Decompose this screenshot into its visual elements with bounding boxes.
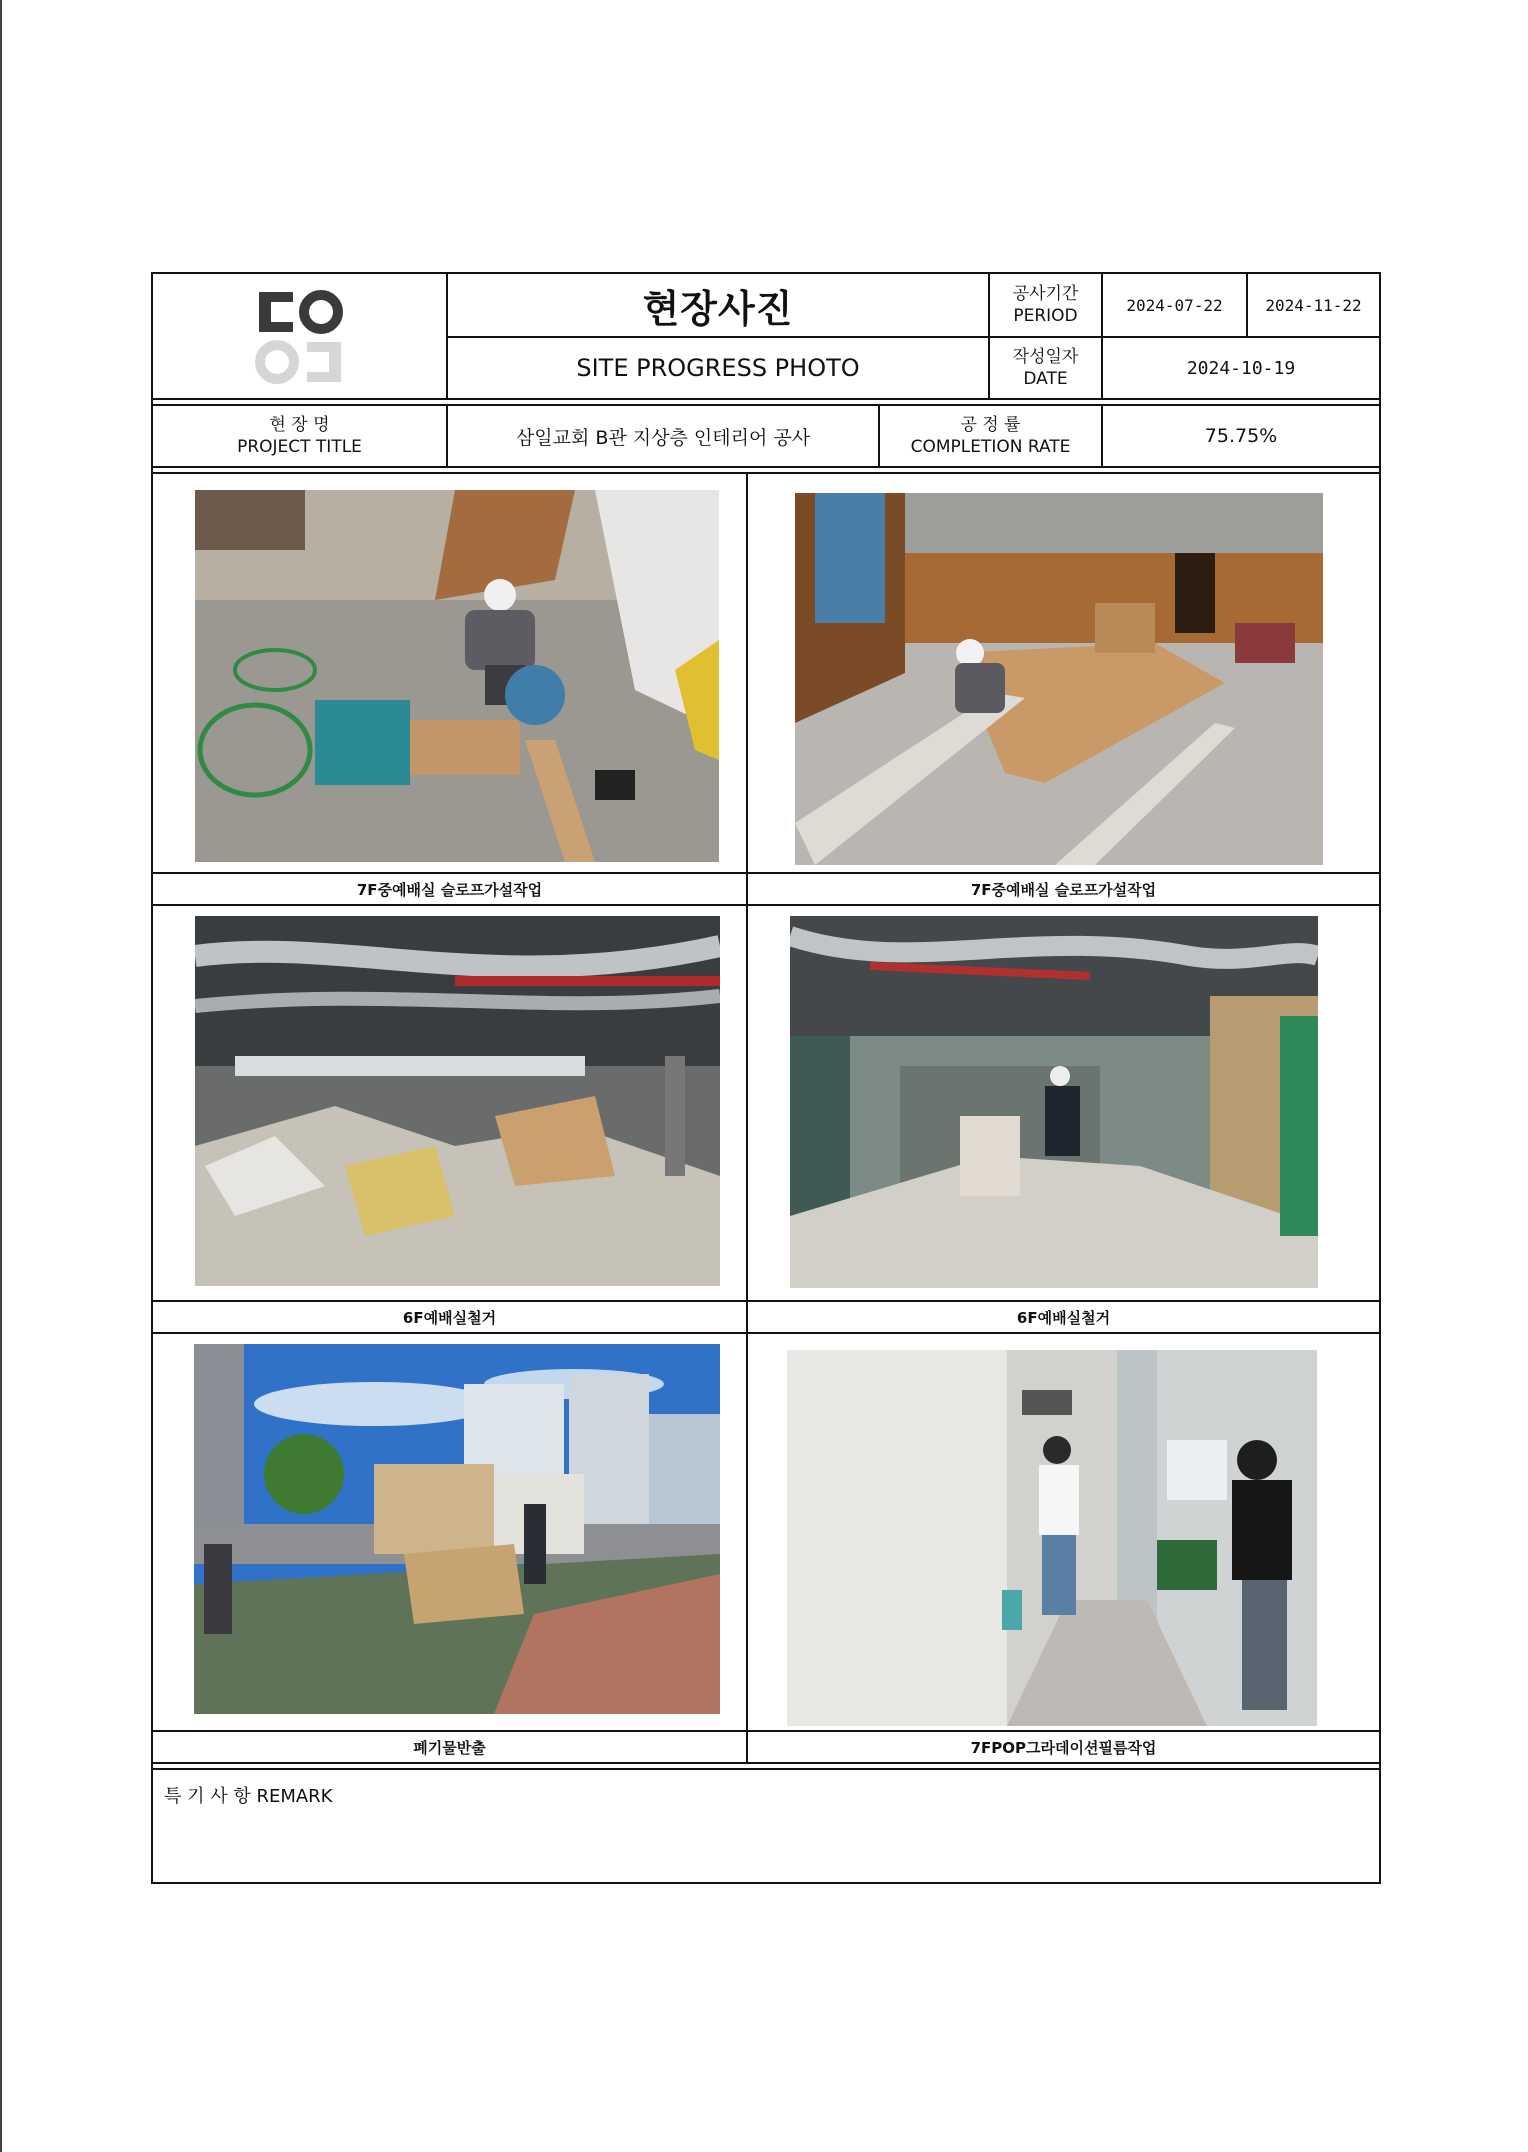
period-label-en: PERIOD [1013,306,1078,326]
photo-3 [195,916,720,1286]
project-title-label-ko: 현 장 명 [269,415,330,435]
site-photo-report [151,272,1381,1884]
completion-rate-label-ko: 공 정 률 [960,415,1021,435]
logo-cell [153,274,446,398]
date-label-en: DATE [1023,369,1068,389]
photo-5-caption: 폐기물반출 [413,1738,486,1757]
completion-rate-label [880,406,1101,466]
photo-1-caption: 7F중예배실 슬로프가설작업 [356,880,543,899]
company-logo [255,286,345,386]
period-end: 2024-11-22 [1265,295,1362,315]
project-title-label [153,406,446,466]
date-label [990,338,1101,398]
date-label-ko: 작성일자 [1012,347,1079,367]
photo-6 [787,1350,1317,1726]
photo-1 [195,490,719,862]
completion-rate-value: 75.75% [1204,425,1278,447]
period-label [990,274,1101,336]
remark-area[interactable] [153,1770,1379,1882]
completion-rate-label-en: COMPLETION RATE [910,437,1071,457]
report-title-en: SITE PROGRESS PHOTO [576,354,860,382]
photo-2-caption: 7F중예배실 슬로프가설작업 [970,880,1157,899]
photo-4 [790,916,1318,1288]
date-value: 2024-10-19 [1186,357,1296,379]
photo-6-caption: 7FPOP그라데이션필름작업 [970,1738,1157,1757]
photo-2 [795,493,1323,865]
project-title-value: 삼일교회 B관 지상층 인테리어 공사 [515,426,811,449]
photo-5 [194,1344,720,1714]
remark-label: 특 기 사 항 REMARK [164,1786,333,1807]
photo-4-caption: 6F예배실철거 [1016,1308,1111,1327]
report-title-ko: 현장사진 [642,286,794,331]
period-start: 2024-07-22 [1126,295,1223,315]
page-left-edge [0,0,2,2152]
project-title-label-en: PROJECT TITLE [237,437,362,457]
period-label-ko: 공사기간 [1012,284,1079,304]
photo-3-caption: 6F예배실철거 [402,1308,497,1327]
